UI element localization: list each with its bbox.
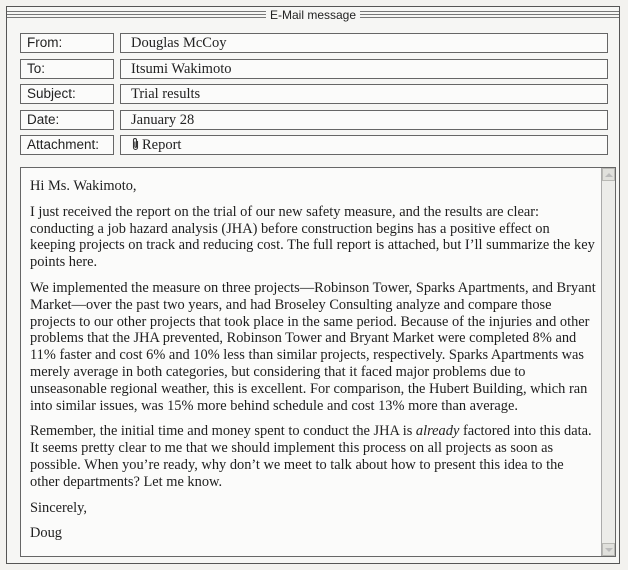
paragraph-3 [30,423,596,490]
arrow-up-icon [605,172,613,178]
vertical-scrollbar[interactable] [601,168,615,556]
date-label: Date: [20,110,114,130]
message-text [30,178,596,551]
email-header [20,33,608,161]
message-body[interactable] [20,167,616,557]
paragraph-3-start: Remember, the initial time and money spent to conduct the JHA is [30,423,416,440]
attachment-link[interactable]: Report [142,137,182,153]
from-field[interactable]: Douglas McCoy [120,33,608,53]
subject-field[interactable]: Trial results [120,84,608,104]
attachment-label: Attachment: [20,135,114,155]
scroll-down-button[interactable] [602,543,615,556]
date-field[interactable]: January 28 [120,110,608,130]
closing: Sincerely, [30,499,88,516]
paragraph-2: We implemented the measure on three projects—Robinson Tower, Sparks Apartments, and Bryant Market—over the past two years, and had Broseley Consulting analyze and compare those projects to our other projects that took place in the same period. Because of the injuries and other problems that the JHA prevented, Robinson Tower and Bryant Market were completed 8% and 11% faster and cost 6% and 10% less than similar projects, respectively. Sparks Apartments was merely average in both categories, but considering that it faced major problems due to unseasonable regional weather, this is excellent. For comparison, the Hubert Building, which ran into similar issues, was 15% more behind schedule and cost 13% more than average. [30,279,596,414]
paragraph-3-emphasis: already [415,423,460,440]
from-label: From: [20,33,114,53]
paragraph-3-end: factored into this data. It seems pretty clear to me that we should implement this process on all projects as soon as possible. When you’re ready, why don’t we meet to talk about how to present this idea to the other departments? Let me know. [30,423,592,490]
attachment-row [20,135,608,155]
greeting: Hi Ms. Wakimoto, [30,178,137,194]
paperclip-icon [131,137,140,156]
title-bar [7,7,619,23]
paragraph-1: I just received the report on the trial of our new safety measure, and the results are clear: conducting a job hazard analysis (JHA) before construction begins has a positive effect on keeping projects on track and reducing cost. The full report is attached, but I’ll summarize the key points here. [30,203,595,271]
subject-row [20,84,608,104]
subject-label: Subject: [20,84,114,104]
email-window [6,6,620,564]
date-row [20,110,608,130]
scroll-up-button[interactable] [602,168,615,181]
to-row [20,59,608,79]
from-row [20,33,608,53]
signature: Doug [30,525,62,542]
attachment-field[interactable] [120,135,608,155]
to-field[interactable]: Itsumi Wakimoto [120,59,608,79]
to-label: To: [20,59,114,79]
arrow-down-icon [605,547,613,553]
window-title: E-Mail message [266,7,360,23]
